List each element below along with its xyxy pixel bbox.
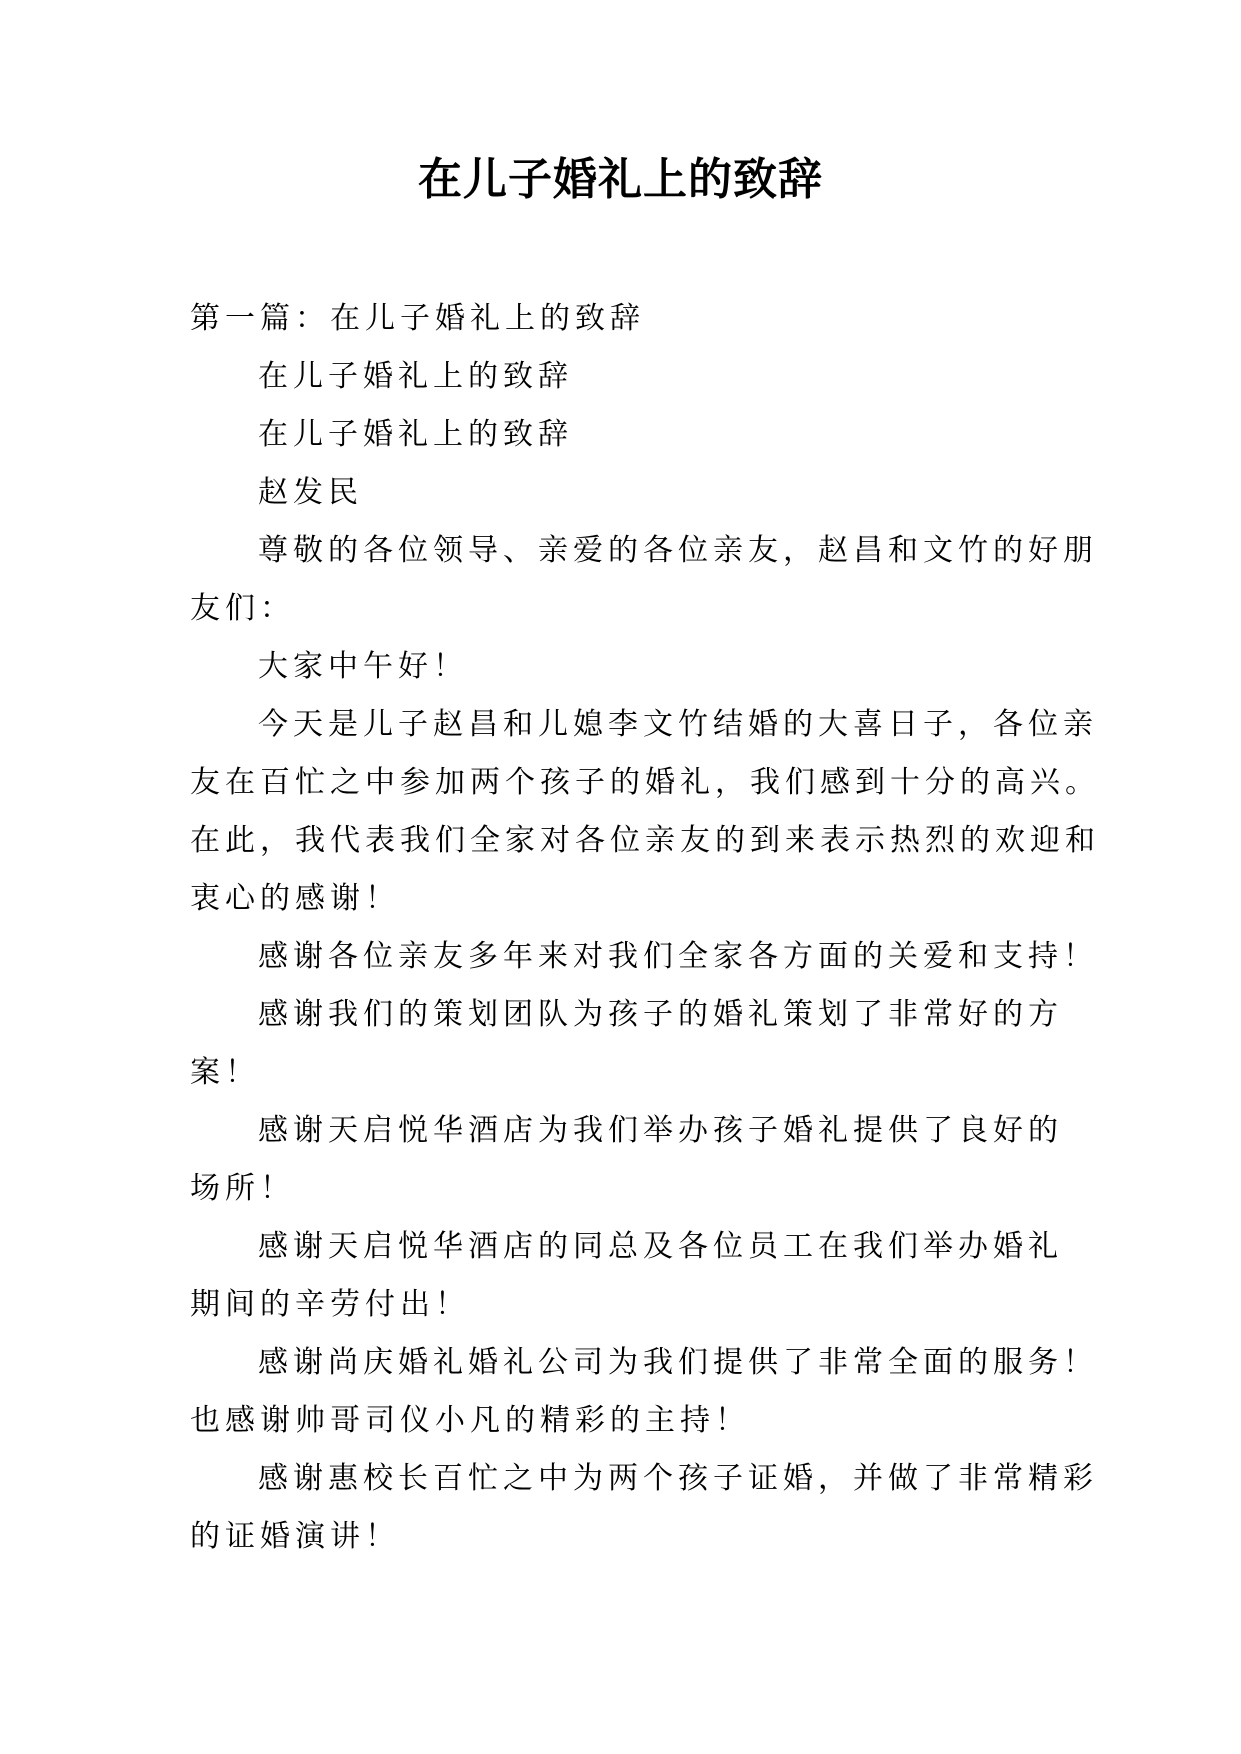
- text-line: 大家中午好！: [258, 649, 468, 684]
- text-line: 感谢我们的策划团队为孩子的婚礼策划了非常好的方: [258, 997, 1063, 1032]
- text-line: 尊敬的各位领导、亲爱的各位亲友，赵昌和文竹的好朋: [258, 533, 1098, 568]
- text-line: 的证婚演讲！: [190, 1519, 400, 1554]
- document-title: 在儿子婚礼上的致辞: [418, 154, 823, 205]
- text-line: 友们：: [190, 591, 295, 626]
- text-line: 场所！: [190, 1171, 295, 1206]
- text-line: 感谢尚庆婚礼婚礼公司为我们提供了非常全面的服务！: [258, 1345, 1098, 1380]
- text-line: 感谢天启悦华酒店的同总及各位员工在我们举办婚礼: [258, 1229, 1063, 1264]
- document-body: [190, 290, 1100, 1566]
- text-line: 感谢天启悦华酒店为我们举办孩子婚礼提供了良好的: [258, 1113, 1063, 1148]
- text-line: 案！: [190, 1055, 260, 1090]
- text-line: 在儿子婚礼上的致辞: [258, 359, 573, 394]
- text-line: 感谢惠校长百忙之中为两个孩子证婚，并做了非常精彩: [258, 1461, 1098, 1496]
- text-line: 感谢各位亲友多年来对我们全家各方面的关爱和支持！: [258, 939, 1098, 974]
- text-line: 也感谢帅哥司仪小凡的精彩的主持！: [190, 1403, 750, 1438]
- author-line: 赵发民: [258, 475, 363, 510]
- text-line: 在此，我代表我们全家对各位亲友的到来表示热烈的欢迎和: [190, 823, 1100, 858]
- text-line: 衷心的感谢！: [190, 881, 400, 916]
- text-line: 在儿子婚礼上的致辞: [258, 417, 573, 452]
- text-line: 今天是儿子赵昌和儿媳李文竹结婚的大喜日子，各位亲: [258, 707, 1098, 742]
- text-line: 期间的辛劳付出！: [190, 1287, 470, 1322]
- text-line: 友在百忙之中参加两个孩子的婚礼，我们感到十分的高兴。: [190, 765, 1100, 800]
- text-line: 第一篇：在儿子婚礼上的致辞: [190, 301, 645, 336]
